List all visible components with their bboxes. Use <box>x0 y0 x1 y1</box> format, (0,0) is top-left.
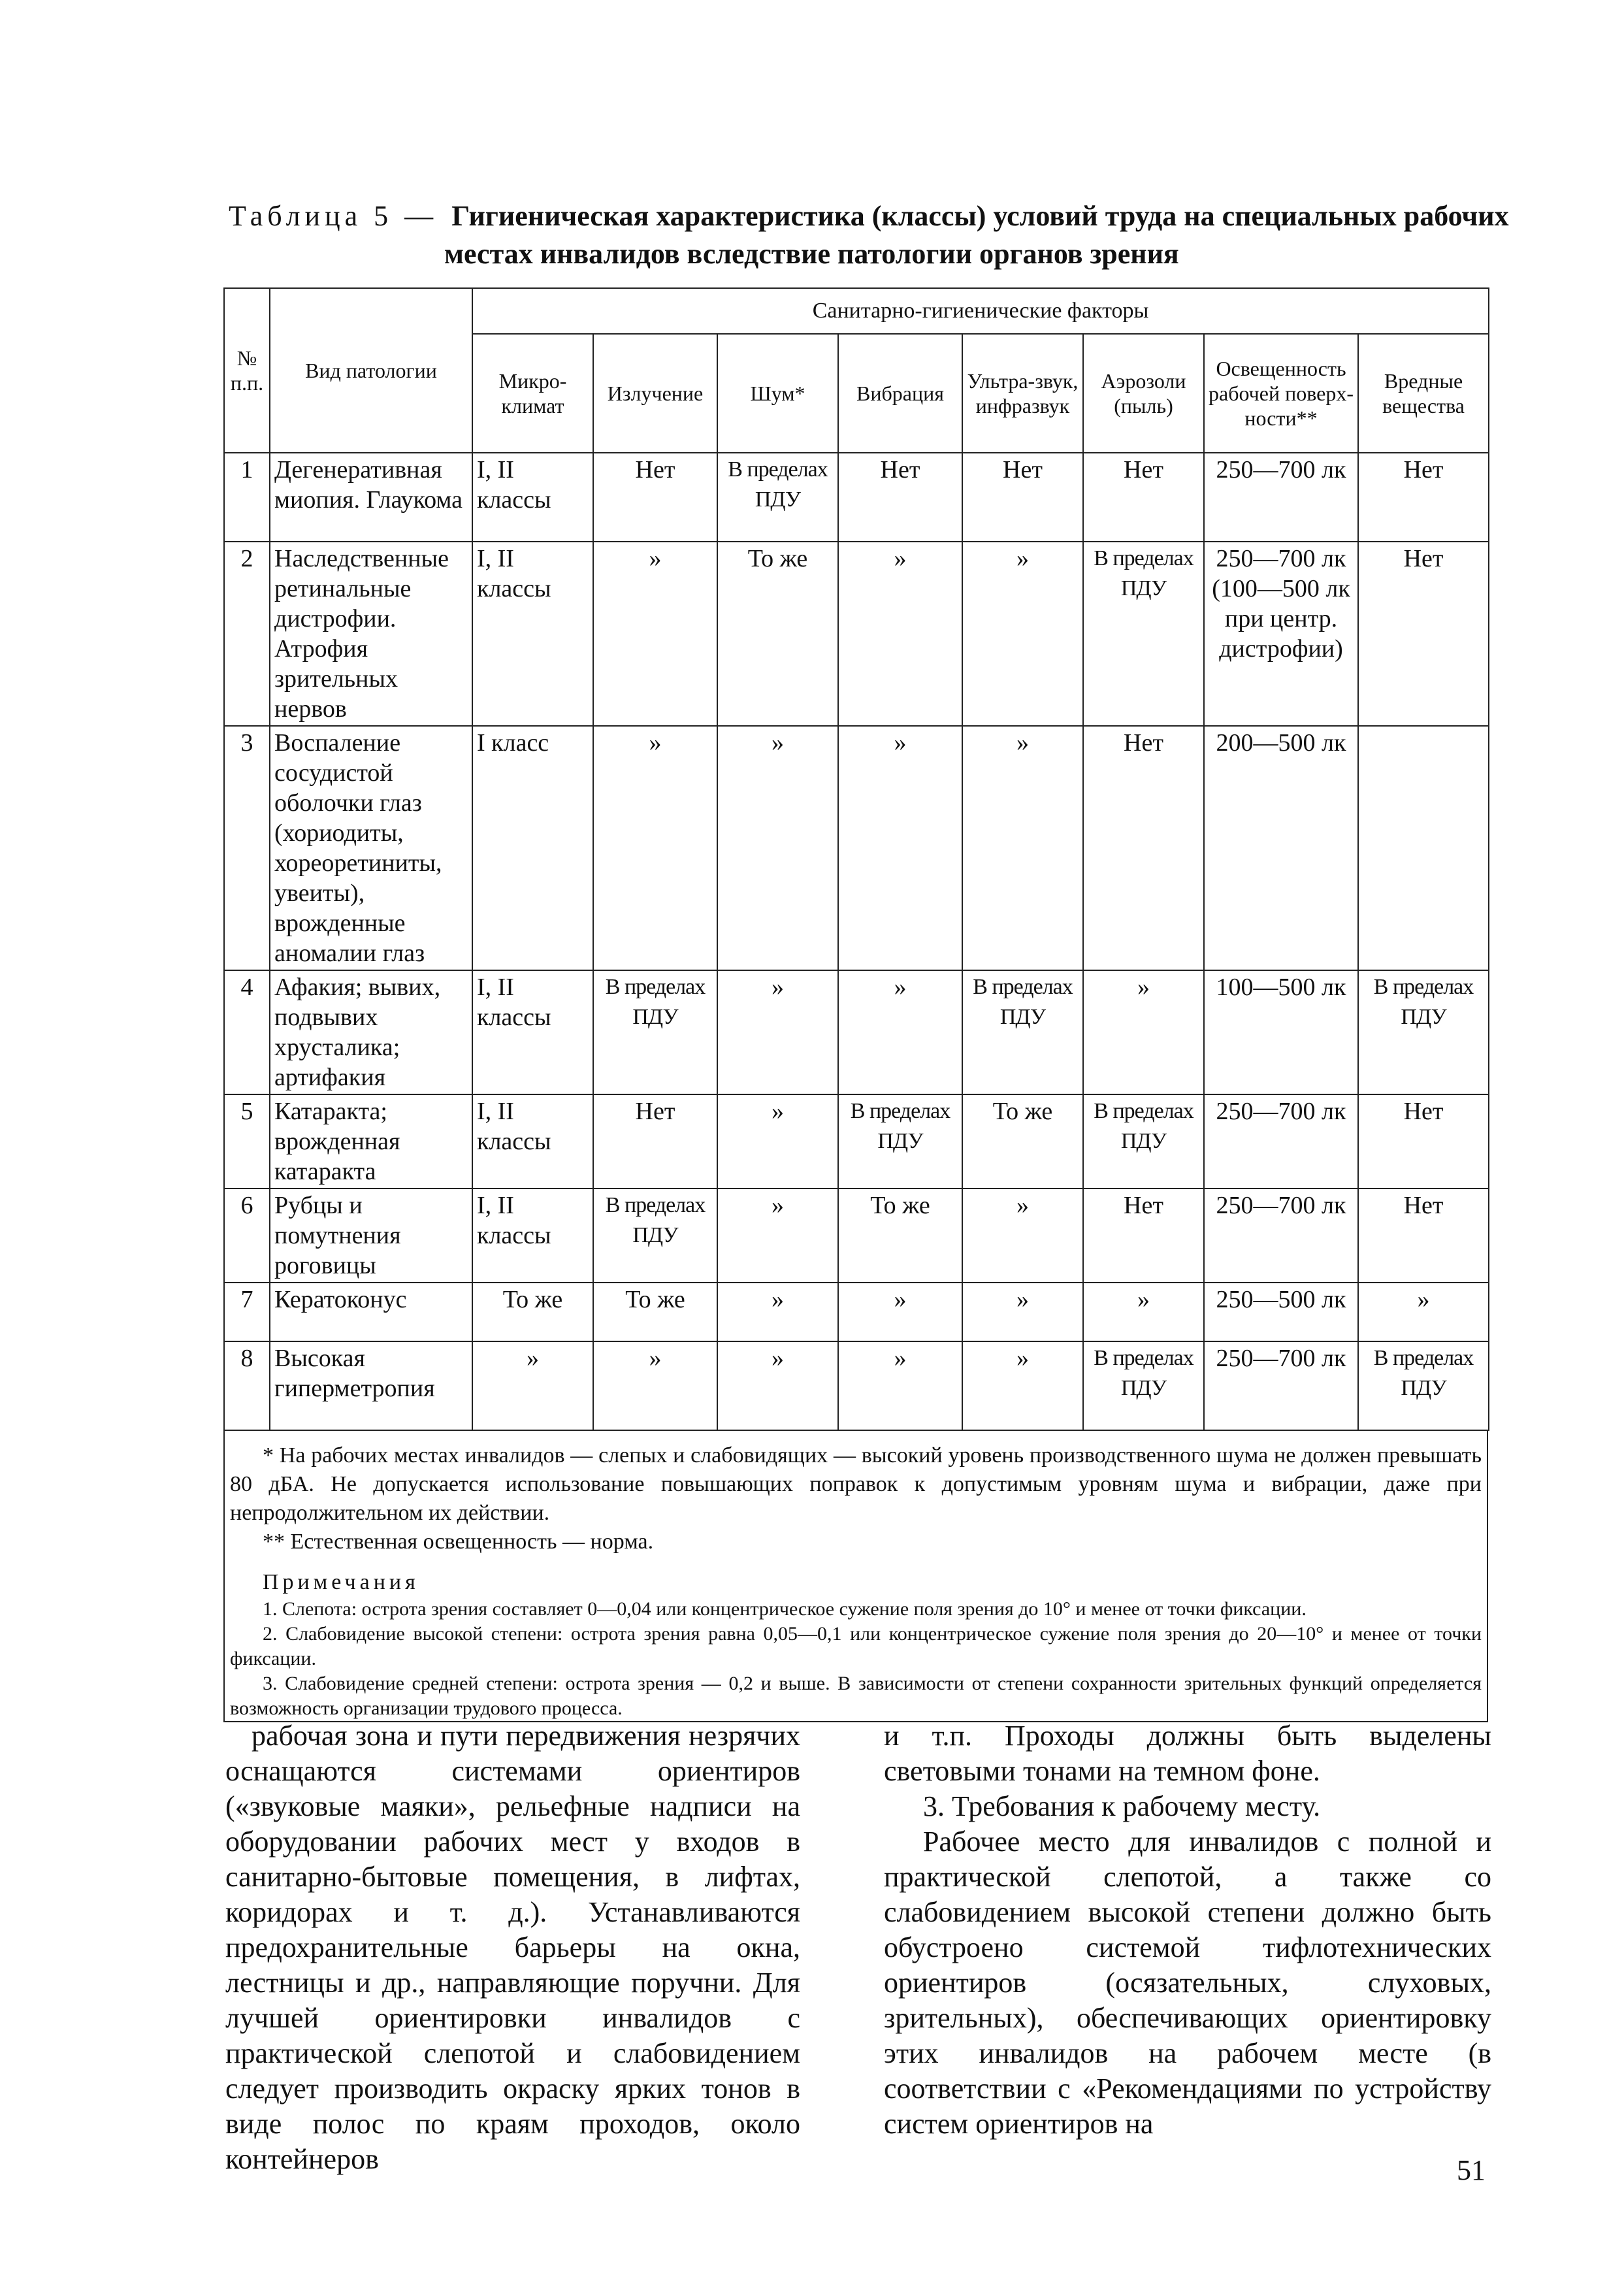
header-col-radiation: Излучение <box>593 334 717 453</box>
footnote-noise: * На рабочих местах инвалидов — слепых и слабовидящих — высокий уровень производственного шума не должен превышать 80 дБА. Не допускается использование повышающих поправок к допустимым уровням шума и вибрации, даже при непродолжительном их действии. <box>230 1443 1482 1525</box>
table-row <box>224 1283 1489 1341</box>
cell-pathology: Высокая гиперметропия <box>270 1341 472 1430</box>
cell-pathology: Катаракта; врожденная катаракта <box>270 1094 472 1188</box>
cell-microclimate: » <box>472 1341 593 1430</box>
cell-harmful: Нет <box>1358 1188 1489 1283</box>
note-1: 1. Слепота: острота зрения составляет 0—0,04 или концентрическое сужение поля зрения до 10° и менее от точки фиксации. <box>263 1598 1307 1620</box>
cell-noise: » <box>717 726 838 970</box>
cell-pathology: Кератоконус <box>270 1283 472 1341</box>
cell-pathology: Дегенеративная миопия. Глаукома <box>270 453 472 542</box>
body-right-paragraph-1: и т.п. Проходы должны быть выделены световыми тонами на темном фоне. <box>884 1720 1491 1787</box>
cell-vibration: В пределах ПДУ <box>838 1094 962 1188</box>
header-col-aerosols: Аэрозоли (пыль) <box>1083 334 1204 453</box>
cell-num: 1 <box>224 453 270 542</box>
cell-aerosols: В пределах ПДУ <box>1083 542 1204 726</box>
cell-harmful: Нет <box>1358 542 1489 726</box>
cell-vibration: » <box>838 726 962 970</box>
cell-ultrasound: » <box>962 542 1083 726</box>
cell-pathology: Наследственные ретинальные дистрофии. Атрофия зрительных нервов <box>270 542 472 726</box>
cell-illumination: 250—500 лк <box>1204 1283 1358 1341</box>
cell-ultrasound: Нет <box>962 453 1083 542</box>
cell-num: 8 <box>224 1341 270 1430</box>
cell-ultrasound: То же <box>962 1094 1083 1188</box>
cell-noise: То же <box>717 542 838 726</box>
table-label: Таблица 5 — <box>229 200 438 232</box>
cell-harmful: Нет <box>1358 1094 1489 1188</box>
cell-radiation: » <box>593 542 717 726</box>
header-col-noise: Шум* <box>717 334 838 453</box>
body-column-left: рабочая зона и пути передвижения незрячих оснащаются системами ориентиров («звуковые маяки», рельефные надписи на оборудовании рабочих мест у входов в санитарно-бытовые помещения, в лифтах, коридорах и т. д.). Устанавливаются предохранительные барьеры на окна, лестницы и др., направляющие поручни. Для лучшей ориентировки инвалидов с практической слепотой и слабовидением следует производить окраску ярких тонов в виде полос по краям проходов, около контейнеров <box>225 1720 800 2175</box>
cell-radiation: » <box>593 726 717 970</box>
header-col-ultrasound: Ультра-звук, инфразвук <box>962 334 1083 453</box>
cell-aerosols: В пределах ПДУ <box>1083 1094 1204 1188</box>
cell-microclimate: I, II классы <box>472 542 593 726</box>
cell-ultrasound: » <box>962 1283 1083 1341</box>
table-title-line1: Гигиеническая характеристика (классы) условий труда на специальных рабочих <box>451 200 1509 232</box>
header-factors: Санитарно-гигиенические факторы <box>472 288 1489 334</box>
cell-noise: В пределах ПДУ <box>717 453 838 542</box>
header-col-harmful: Вредные вещества <box>1358 334 1489 453</box>
cell-illumination: 250—700 лк <box>1204 1188 1358 1283</box>
header-col-vibration: Вибрация <box>838 334 962 453</box>
cell-num: 3 <box>224 726 270 970</box>
table-row <box>224 726 1489 970</box>
cell-noise: » <box>717 1341 838 1430</box>
cell-noise: » <box>717 1094 838 1188</box>
cell-num: 6 <box>224 1188 270 1283</box>
cell-ultrasound: » <box>962 1341 1083 1430</box>
body-right-paragraph-2: 3. Требования к рабочему месту. <box>923 1790 1321 1822</box>
cell-aerosols: В пределах ПДУ <box>1083 1341 1204 1430</box>
cell-aerosols: Нет <box>1083 1188 1204 1283</box>
cell-illumination: 250—700 лк (100—500 лк при центр. дистрофии) <box>1204 542 1358 726</box>
cell-radiation: В пределах ПДУ <box>593 970 717 1094</box>
body-column-right <box>884 1718 1491 2142</box>
notes-header: Примечания <box>263 1570 419 1594</box>
cell-aerosols: » <box>1083 1283 1204 1341</box>
header-num: № п.п. <box>224 288 270 453</box>
table-row <box>224 970 1489 1094</box>
cell-num: 2 <box>224 542 270 726</box>
cell-microclimate: I, II классы <box>472 1188 593 1283</box>
cell-num: 5 <box>224 1094 270 1188</box>
cell-harmful: В пределах ПДУ <box>1358 1341 1489 1430</box>
cell-noise: » <box>717 1188 838 1283</box>
table-caption <box>229 197 1522 273</box>
table-row <box>224 1188 1489 1283</box>
cell-microclimate: I класс <box>472 726 593 970</box>
cell-noise: » <box>717 970 838 1094</box>
header-pathology: Вид патологии <box>270 288 472 453</box>
cell-microclimate: I, II классы <box>472 1094 593 1188</box>
cell-illumination: 100—500 лк <box>1204 970 1358 1094</box>
cell-pathology: Рубцы и помутнения роговицы <box>270 1188 472 1283</box>
cell-ultrasound: В пределах ПДУ <box>962 970 1083 1094</box>
body-right-paragraph-3: Рабочее место для инвалидов с полной и практической слепотой, а также со слабовидением высокой степени должно быть обустроено системой тифлотехнических ориентиров (осязательных, слуховых, зрительных), обеспечивающих ориентировку этих инвалидов на рабочем месте (в соответствии с «Рекомендациями по устройству систем ориентиров на <box>884 1826 1491 2140</box>
table-wrapper <box>223 287 1488 1722</box>
table-row <box>224 1341 1489 1430</box>
cell-illumination: 250—700 лк <box>1204 1341 1358 1430</box>
cell-radiation: В пределах ПДУ <box>593 1188 717 1283</box>
cell-vibration: То же <box>838 1188 962 1283</box>
cell-noise: » <box>717 1283 838 1341</box>
cell-vibration: Нет <box>838 453 962 542</box>
table-title-line2: местах инвалидов вследствие патологии органов зрения <box>444 238 1179 270</box>
cell-harmful: Нет <box>1358 453 1489 542</box>
cell-num: 7 <box>224 1283 270 1341</box>
table-row <box>224 1094 1489 1188</box>
note-3: 3. Слабовидение средней степени: острота зрения — 0,2 и выше. В зависимости от степени сохранности зрительных функций определяется возможность организации трудового процесса. <box>230 1673 1482 1719</box>
cell-num: 4 <box>224 970 270 1094</box>
cell-radiation: » <box>593 1341 717 1430</box>
cell-vibration: » <box>838 970 962 1094</box>
table-row <box>224 542 1489 726</box>
cell-radiation: То же <box>593 1283 717 1341</box>
cell-microclimate: I, II классы <box>472 970 593 1094</box>
cell-illumination: 250—700 лк <box>1204 1094 1358 1188</box>
footnote-illumination: ** Естественная освещенность — норма. <box>263 1530 654 1554</box>
cell-aerosols: Нет <box>1083 726 1204 970</box>
cell-radiation: Нет <box>593 1094 717 1188</box>
cell-ultrasound: » <box>962 726 1083 970</box>
cell-aerosols: Нет <box>1083 453 1204 542</box>
cell-radiation: Нет <box>593 453 717 542</box>
cell-ultrasound: » <box>962 1188 1083 1283</box>
cell-illumination: 250—700 лк <box>1204 453 1358 542</box>
cell-vibration: » <box>838 1341 962 1430</box>
cell-harmful: » <box>1358 1283 1489 1341</box>
table-row <box>224 453 1489 542</box>
header-col-microclimate: Микро-климат <box>472 334 593 453</box>
note-2: 2. Слабовидение высокой степени: острота зрения равна 0,05—0,1 или концентрическое сужение поля зрения до 20—10° и менее от точки фиксации. <box>230 1623 1482 1669</box>
page-number: 51 <box>1457 2154 1486 2186</box>
cell-aerosols: » <box>1083 970 1204 1094</box>
cell-microclimate: То же <box>472 1283 593 1341</box>
header-col-illumination: Освещенность рабочей поверх-ности** <box>1204 334 1358 453</box>
cell-harmful: В пределах ПДУ <box>1358 970 1489 1094</box>
cell-vibration: » <box>838 1283 962 1341</box>
cell-pathology: Воспаление сосудистой оболочки глаз (хориодиты, хореоретиниты, увеиты), врожденные аномалии глаз <box>270 726 472 970</box>
cell-illumination: 200—500 лк <box>1204 726 1358 970</box>
table-notes <box>223 1431 1488 1722</box>
cell-harmful <box>1358 726 1489 970</box>
cell-microclimate: I, II классы <box>472 453 593 542</box>
cell-pathology: Афакия; вывих, подвывих хрусталика; артифакия <box>270 970 472 1094</box>
cell-vibration: » <box>838 542 962 726</box>
hygiene-table <box>223 287 1489 1431</box>
